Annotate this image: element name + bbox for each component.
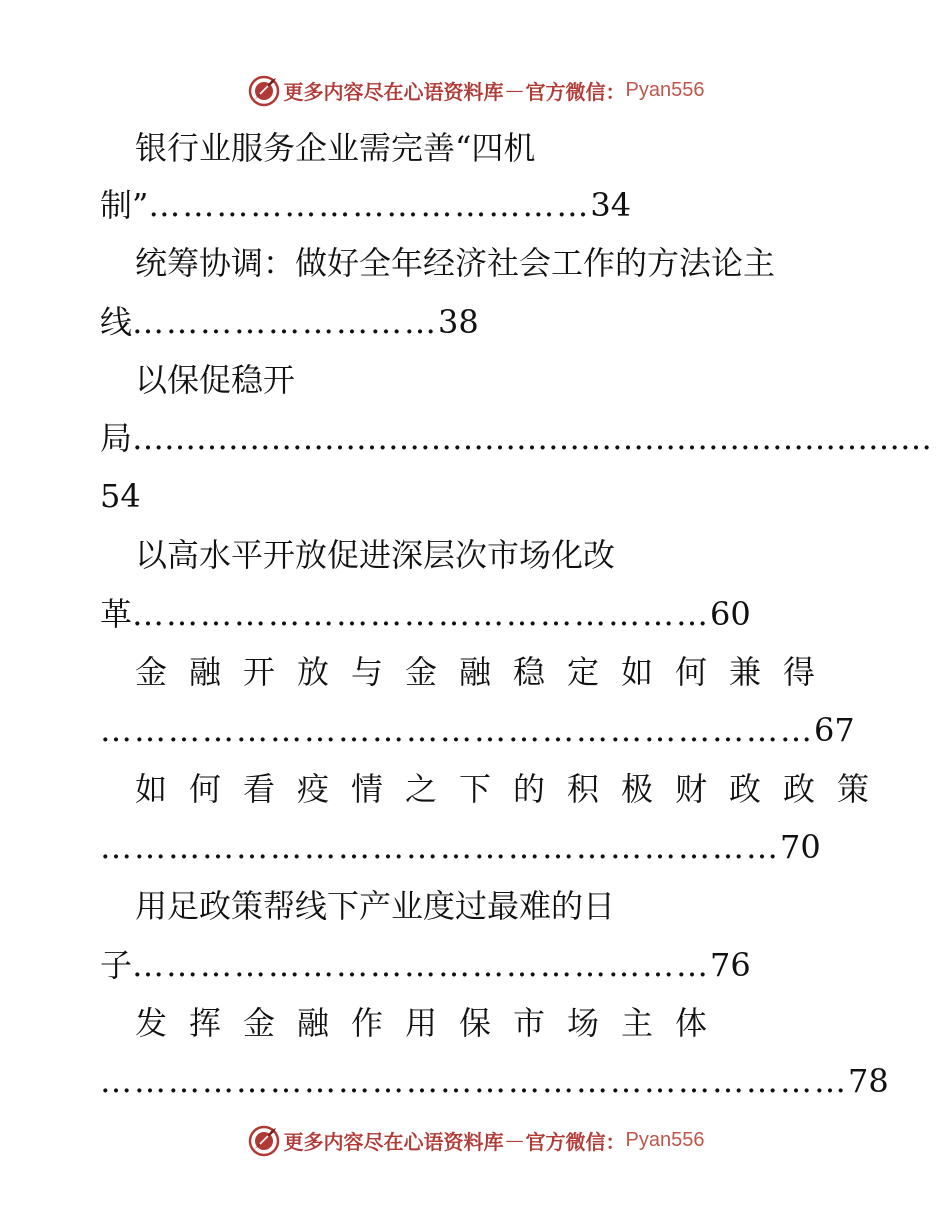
toc-entry-title-tail: 线 (100, 303, 133, 341)
quill-seal-icon (246, 72, 282, 108)
toc-page-number: 54 (100, 477, 141, 515)
toc-entry-leader (100, 710, 855, 750)
banner-dash: — (505, 79, 524, 101)
toc-dot-leader: ………………………………… (148, 186, 591, 224)
toc-dot-leader: ………………………………………………………… (100, 1062, 848, 1100)
toc-entry-title: 统筹协调：做好全年经济社会工作的方法论主 (135, 244, 776, 282)
banner-wechat-id: Pyan556 (625, 1128, 705, 1151)
toc-dot-leader: …………………………………………………… (100, 828, 780, 866)
toc-entry-title: 用足政策帮线下产业度过最难的日 (135, 887, 616, 925)
toc-entry-title: 银行业服务企业需完善“四机 (135, 129, 536, 167)
banner-brand-text: 更多内容尽在心语资料库 (283, 1129, 504, 1154)
toc-entry-title: 以高水平开放促进深层次市场化改 (135, 536, 616, 574)
banner-dash: — (505, 1129, 524, 1151)
toc-entry-title: 以保促稳开 (135, 361, 296, 399)
header-banner (0, 70, 950, 110)
toc-entry-leader (100, 185, 631, 225)
banner-wechat-label: 官方微信： (525, 79, 626, 104)
toc-page-number: 60 (710, 595, 751, 633)
toc-page-number: 34 (590, 186, 632, 224)
toc-entry-leader (100, 945, 751, 985)
toc-dot-leader: …………………………………………… (132, 946, 711, 984)
toc-entry-title-tail: 局 (100, 419, 133, 457)
toc-dot-leader: ………………………………………………………………… (132, 419, 933, 457)
banner-wechat-label: 官方微信： (525, 1129, 626, 1154)
toc-entry-title-tail: 制” (100, 186, 149, 224)
toc-page-number: 38 (438, 303, 479, 341)
banner-brand-text: 更多内容尽在心语资料库 (283, 79, 504, 104)
toc-page-number: 67 (814, 711, 855, 749)
toc-dot-leader: ……………………… (132, 303, 439, 341)
toc-dot-leader: …………………………………………… (132, 595, 711, 633)
toc-page-number: 78 (848, 1062, 889, 1100)
banner-wechat-id: Pyan556 (625, 78, 705, 101)
toc-entry-leader (100, 594, 751, 634)
toc-page-number: 70 (780, 828, 821, 866)
toc-entry-title-tail: 子 (100, 946, 133, 984)
footer-banner (0, 1120, 950, 1160)
quill-seal-icon (246, 1122, 282, 1158)
toc-entry-title: 发挥金融作用保市场主体 (135, 1004, 730, 1042)
toc-entry-leader (100, 302, 479, 342)
toc-entry-leader (100, 827, 821, 867)
toc-entry-title-tail: 革 (100, 595, 133, 633)
toc-dot-leader: ……………………………………………………… (100, 711, 814, 749)
toc-entry-title: 金融开放与金融稳定如何兼得 (135, 653, 838, 691)
toc-page-number: 76 (710, 946, 751, 984)
toc-entry-title: 如何看疫情之下的积极财政政策 (135, 770, 892, 808)
toc-entry-leader (100, 1061, 889, 1101)
toc-entry-leader (100, 418, 932, 458)
